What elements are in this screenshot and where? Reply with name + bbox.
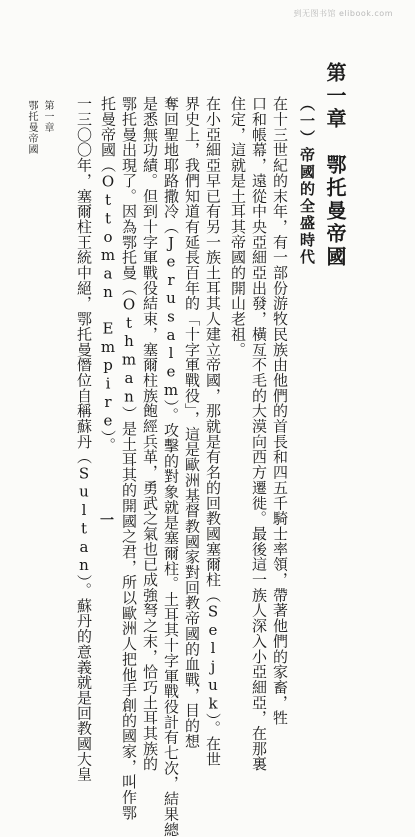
text-column: 奪回聖地耶路撒冷（Jerusalem）。攻擊的對象就是塞爾柱。土耳其十字軍戰役計有七次，結果總 <box>162 96 180 837</box>
chapter-title: 第一章 鄂托曼帝國 <box>323 62 347 269</box>
text-column: 一三〇〇年，塞爾柱王統中絕，鄂托曼僭位自稱蘇丹（Sultan）。蘇丹的意義就是回教國大皇 <box>75 96 93 782</box>
text-column: 界史上，我們知道有延長百年的「十字軍戰役」，這是歐洲基督教國家對回教帝國的血戰，目的想 <box>183 96 201 749</box>
section-title: （一）帝國的全盛時代 <box>298 96 316 266</box>
text-column: 在十三世紀的末年，有一部份游牧民族由他們的首長和四五千騎士率領，帶著他們的家畜，牲 <box>271 96 289 726</box>
text-column: 在小亞細亞早已有另一族土耳其人建立帝國，那就是有名的回教國塞爾柱（Seljuk）。在世 <box>204 96 222 767</box>
text-column: 鄂托曼出現了。因為鄂托曼（Othman）是土耳其的開國之君，所以歐洲人把他手創的國家，叫作鄂 <box>120 96 138 821</box>
text-column: 口和帳幕，遠從中央亞細亞出發，橫亙不毛的大漠向西方遷徙。最後這一族人深入小亞細亞，在那裏 <box>250 96 268 772</box>
text-column: 住定，這就是土耳其帝國的開山老祖。 <box>229 96 247 357</box>
watermark: 到无图书馆 elibook.com <box>293 9 393 18</box>
footer-chapter-label: 第一章 <box>42 100 53 133</box>
text-column: 是悉無功績。但到十字軍戰役結束，塞爾柱族飽經兵革，勇武之氣也已成強弩之末，恰巧土耳其族的 <box>141 96 159 772</box>
footer-chapter-name: 鄂托曼帝國 <box>26 100 37 155</box>
page-number: 一 <box>100 513 114 529</box>
text-column: 托曼帝國（Ottoman Empire）。 <box>99 96 117 453</box>
